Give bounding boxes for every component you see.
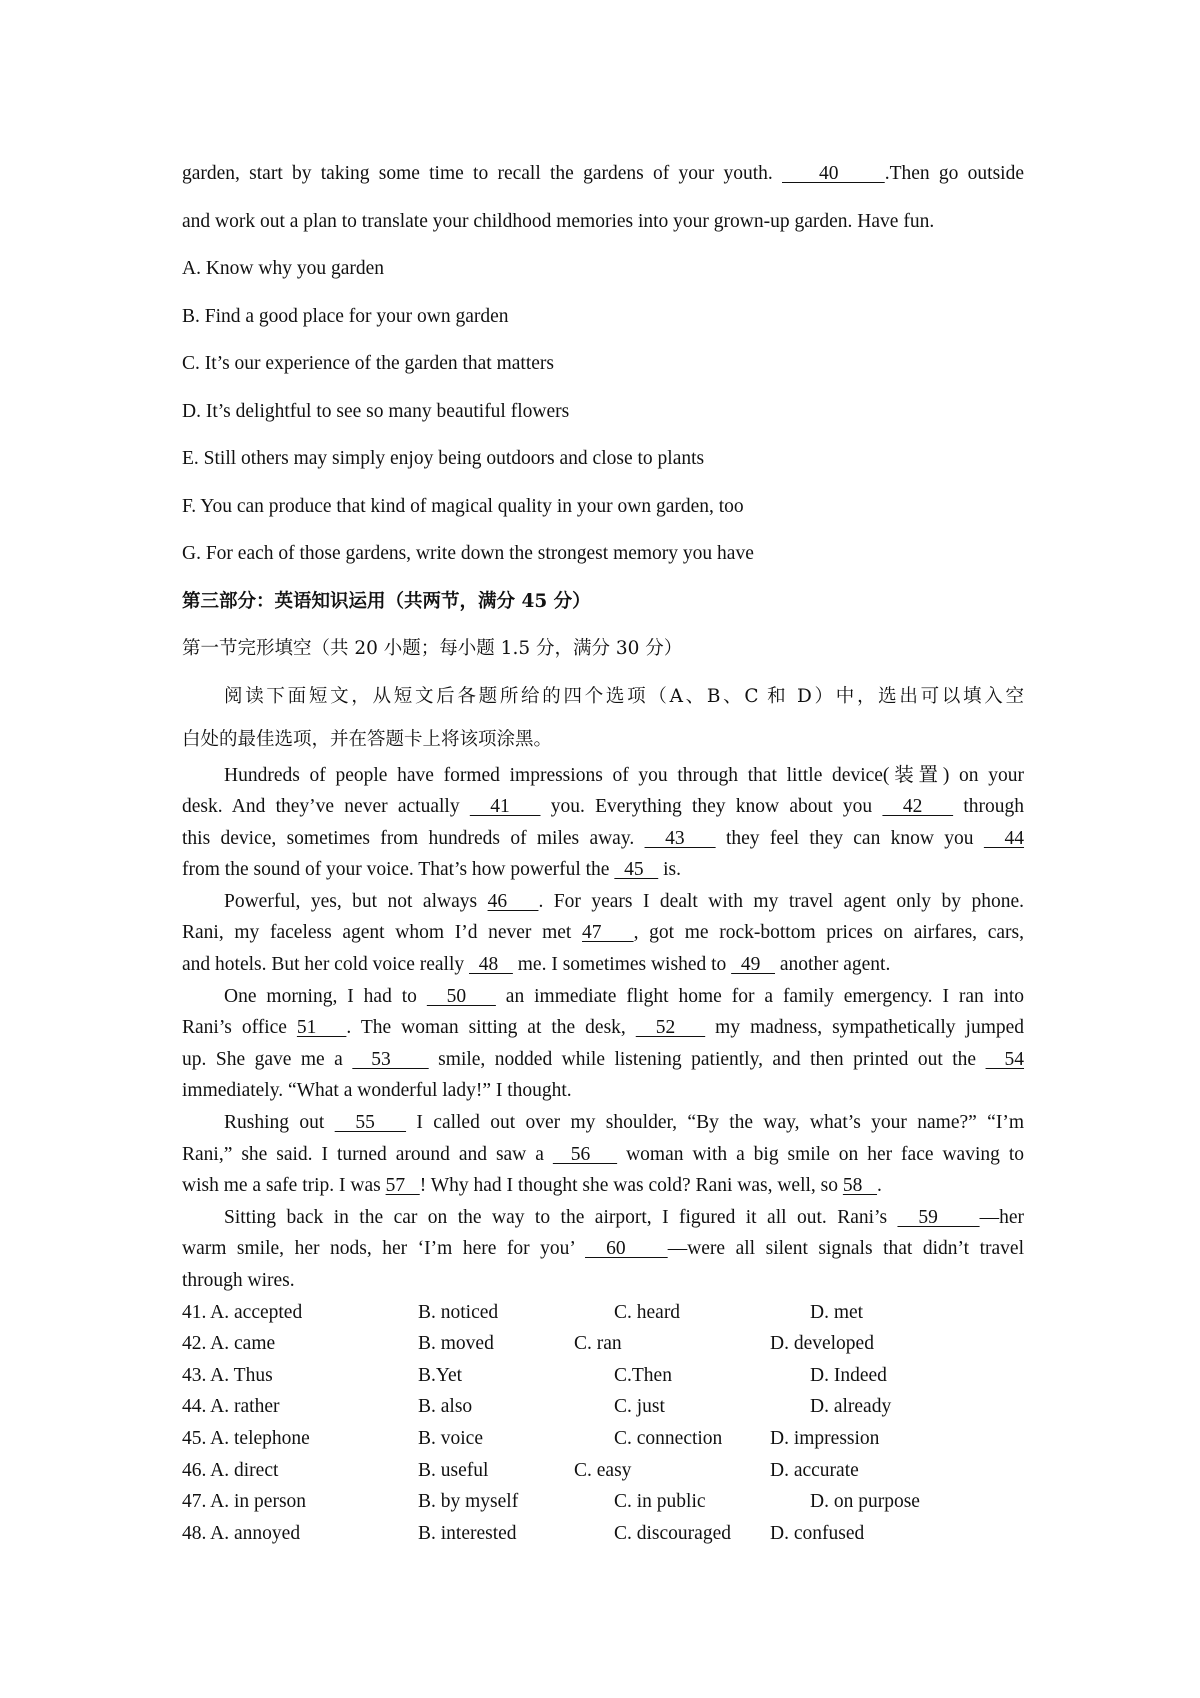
- blank: 58: [842, 1175, 878, 1197]
- blank: 60: [585, 1238, 668, 1260]
- option-a: 46. A. direct: [182, 1459, 279, 1481]
- option-b: B.Yet: [418, 1364, 463, 1386]
- option-a: 44. A. rather: [182, 1396, 280, 1418]
- option-row: [182, 1455, 1024, 1487]
- text: . For years I dealt with my travel agent only by phone.: [538, 890, 1025, 912]
- passage-line: [182, 981, 1024, 1013]
- option-d: D. met: [810, 1301, 864, 1323]
- passage-line: [182, 791, 1024, 823]
- option-b: B. voice: [418, 1427, 483, 1449]
- passage-line: [182, 1107, 1024, 1139]
- blank: 46: [487, 890, 539, 912]
- text: desk. And they’ve never actually: [182, 796, 470, 818]
- text: Rushing out: [224, 1112, 335, 1134]
- option-d: D. on purpose: [810, 1491, 920, 1513]
- text: Hundreds of people have formed impressions of you through that little device(装置) on your: [224, 764, 1024, 786]
- option-a: 48. A. annoyed: [182, 1522, 301, 1544]
- text: from the sound of your voice. That’s how powerful the: [182, 859, 615, 881]
- text: through wires.: [182, 1270, 295, 1291]
- text: warm smile, her nods, her ‘I’m here for you’: [182, 1238, 586, 1260]
- text: another agent.: [775, 954, 891, 976]
- option-d: D. impression: [770, 1427, 880, 1449]
- blank: 54: [985, 1048, 1025, 1070]
- passage-line: [182, 1044, 1024, 1076]
- option-b: B. useful: [418, 1459, 489, 1481]
- choice-item: C. It’s our experience of the garden that matters: [182, 353, 554, 374]
- text: , got me rock-bottom prices on airfares, cars,: [633, 922, 1025, 944]
- blank-40: 40: [782, 163, 885, 184]
- option-a: 47. A. in person: [182, 1491, 307, 1513]
- option-a: 41. A. accepted: [182, 1301, 303, 1323]
- option-row: [182, 1297, 1024, 1329]
- blank: 48: [469, 954, 513, 976]
- option-c: C. easy: [574, 1459, 632, 1481]
- text: is.: [658, 859, 681, 881]
- text: wish me a safe trip. I was: [182, 1175, 386, 1197]
- option-a: 42. A. came: [182, 1333, 276, 1355]
- blank: 59: [897, 1206, 980, 1228]
- text: they feel they can know you: [715, 827, 984, 849]
- passage-line: [182, 1170, 1024, 1202]
- passage-line: [182, 949, 1024, 981]
- text: woman with a big smile on her face waving to: [617, 1143, 1025, 1165]
- cloze-options: [182, 1297, 1024, 1550]
- instructions-line-1: 阅读下面短文，从短文后各题所给的四个选项（A、B、C 和 D）中，选出可以填入空: [224, 685, 1024, 707]
- passage-line: [182, 1012, 1024, 1044]
- option-row: [182, 1518, 1024, 1550]
- blank: 42: [882, 796, 954, 818]
- text: garden, start by taking some time to recall the gardens of your youth.: [182, 163, 773, 184]
- text: Sitting back in the car on the way to the airport, I figured it all out. Rani’s: [224, 1206, 898, 1228]
- text: —her: [979, 1206, 1024, 1228]
- option-c: C. in public: [614, 1491, 706, 1513]
- passage-line: [182, 823, 1024, 855]
- text: Rani,” she said. I turned around and saw a: [182, 1143, 553, 1165]
- page-content: [182, 150, 1024, 1549]
- top-paragraph-line-2: and work out a plan to translate your childhood memories into your grown-up garden. Have fun.: [182, 210, 935, 232]
- text: Powerful, yes, but not always: [224, 890, 488, 912]
- option-c: C. discouraged: [614, 1522, 731, 1544]
- blank: 51: [296, 1017, 347, 1039]
- text: .: [877, 1175, 882, 1197]
- option-c: C. ran: [574, 1333, 622, 1355]
- option-b: B. noticed: [418, 1301, 499, 1323]
- passage-line: [182, 1265, 1024, 1297]
- text: up. She gave me a: [182, 1048, 353, 1070]
- choice-item: A. Know why you garden: [182, 258, 385, 279]
- option-b: B. by myself: [418, 1491, 519, 1513]
- text: this device, sometimes from hundreds of miles away.: [182, 827, 645, 849]
- passage-line: [182, 1075, 1024, 1107]
- text: immediately. “What a wonderful lady!” I thought.: [182, 1080, 572, 1102]
- part3-heading: 第三部分：英语知识运用（共两节，满分 45 分）: [182, 590, 591, 612]
- text: Rani, my faceless agent whom I’d never met: [182, 922, 583, 944]
- choice-item: E. Still others may simply enjoy being outdoors and close to plants: [182, 448, 705, 469]
- text: me. I sometimes wished to: [512, 954, 732, 976]
- blank: 56: [552, 1143, 618, 1165]
- choice-item: G. For each of those gardens, write down the strongest memory you have: [182, 543, 754, 564]
- option-row: [182, 1360, 1024, 1392]
- choice-item: F. You can produce that kind of magical quality in your own garden, too: [182, 495, 744, 517]
- choice-item: D. It’s delightful to see so many beautiful flowers: [182, 400, 570, 422]
- blank: 45: [614, 859, 659, 881]
- option-d: D. accurate: [770, 1459, 859, 1481]
- option-c: C. heard: [614, 1301, 681, 1323]
- option-a: 43. A. Thus: [182, 1364, 273, 1386]
- option-row: [182, 1486, 1024, 1518]
- option-row: [182, 1423, 1024, 1455]
- text: Rani’s office: [182, 1017, 297, 1039]
- passage-line: [182, 917, 1024, 949]
- text: .Then go outside: [884, 163, 1024, 184]
- text: I called out over my shoulder, “By the way, what’s your name?” “I’m: [406, 1112, 1024, 1134]
- seven-choices: [182, 245, 1024, 578]
- option-d: D. confused: [770, 1522, 865, 1544]
- text: you. Everything they know about you: [540, 796, 883, 818]
- passage-line: [182, 854, 1024, 886]
- passage-line: [182, 1202, 1024, 1234]
- text: smile, nodded while listening patiently, and then printed out the: [428, 1048, 986, 1070]
- text: —were all silent signals that didn’t travel: [667, 1238, 1024, 1260]
- passage-line: [182, 1233, 1024, 1265]
- option-row: [182, 1391, 1024, 1423]
- option-b: B. also: [418, 1396, 473, 1418]
- blank: 49: [731, 954, 776, 976]
- choice-item: B. Find a good place for your own garden: [182, 305, 509, 327]
- blank: 52: [635, 1017, 706, 1039]
- section1-heading: 第一节完形填空（共 20 小题；每小题 1.5 分，满分 30 分）: [182, 638, 683, 659]
- text: through: [953, 796, 1025, 818]
- blank: 41: [469, 796, 541, 818]
- blank: 44: [983, 827, 1025, 849]
- blank: 57: [385, 1175, 420, 1197]
- blank: 53: [352, 1048, 429, 1070]
- text: ! Why had I thought she was cold? Rani was, well, so: [419, 1175, 843, 1197]
- option-c: C. connection: [614, 1427, 723, 1449]
- option-a: 45. A. telephone: [182, 1427, 310, 1449]
- instructions-line-2: 白处的最佳选项，并在答题卡上将该项涂黑。: [182, 729, 553, 750]
- option-c: C.Then: [614, 1364, 672, 1386]
- text: my madness, sympathetically jumped: [705, 1017, 1025, 1039]
- blank: 47: [582, 922, 634, 944]
- text: an immediate flight home for a family emergency. I ran into: [495, 985, 1025, 1007]
- passage-line: [182, 886, 1024, 918]
- blank: 50: [426, 985, 496, 1007]
- cloze-passage: [182, 760, 1024, 1297]
- option-b: B. interested: [418, 1522, 517, 1544]
- option-d: D. developed: [770, 1333, 874, 1355]
- text: and hotels. But her cold voice really: [182, 954, 469, 976]
- text: One morning, I had to: [224, 985, 427, 1007]
- text: . The woman sitting at the desk,: [346, 1017, 636, 1039]
- passage-line: [182, 760, 1024, 792]
- top-paragraph-line-1: [182, 150, 1024, 198]
- option-d: D. Indeed: [810, 1364, 887, 1386]
- blank: 55: [334, 1112, 407, 1134]
- passage-line: [182, 1139, 1024, 1171]
- option-row: [182, 1328, 1024, 1360]
- option-b: B. moved: [418, 1333, 494, 1355]
- blank: 43: [644, 827, 716, 849]
- option-d: D. already: [810, 1396, 892, 1418]
- option-c: C. just: [614, 1396, 665, 1418]
